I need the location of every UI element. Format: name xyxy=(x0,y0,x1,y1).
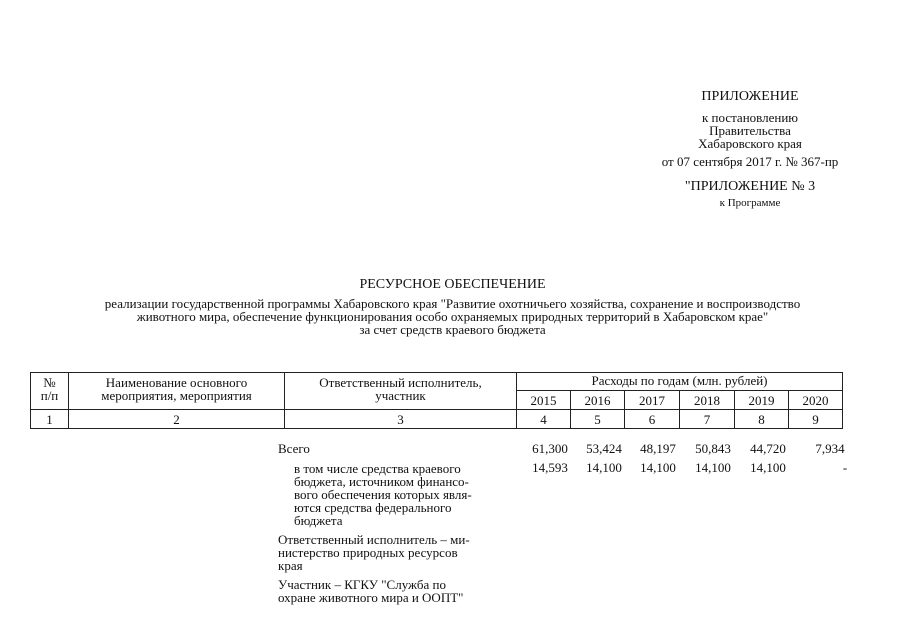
title-line-1: реализации государственной программы Хабаровского края "Развитие охотничьего хозяйства, сохранение и воспроизводство xyxy=(104,296,801,311)
year-header: 2020 xyxy=(789,391,843,410)
index-cell: 1 xyxy=(31,410,69,429)
col-years-header: Расходы по годам (млн. рублей) xyxy=(517,373,843,391)
regional-2015: 14,593 xyxy=(532,460,568,475)
regional-2016: 14,100 xyxy=(586,460,622,475)
appendix-heading: ПРИЛОЖЕНИЕ xyxy=(701,89,799,104)
index-cell: 9 xyxy=(789,410,843,429)
resource-table-header xyxy=(30,372,843,429)
participant-line-1: Участник – КГКУ "Служба по xyxy=(278,577,446,592)
regional-2018: 14,100 xyxy=(695,460,731,475)
total-2017: 48,197 xyxy=(640,441,676,456)
index-cell: 7 xyxy=(680,410,735,429)
year-header: 2019 xyxy=(735,391,789,410)
total-label: Всего xyxy=(278,441,310,456)
regional-2017: 14,100 xyxy=(640,460,676,475)
resolution-date: от 07 сентября 2017 г. № 367-пр xyxy=(661,154,839,169)
including-line-3: вого обеспечения которых явля- xyxy=(294,487,472,502)
year-header: 2018 xyxy=(680,391,735,410)
year-header: 2015 xyxy=(517,391,571,410)
total-2016: 53,424 xyxy=(586,441,622,456)
including-line-1: в том числе средства краевого xyxy=(294,461,461,476)
title-line-3: за счет средств краевого бюджета xyxy=(359,322,546,337)
col-number-header: № п/п xyxy=(31,373,69,410)
including-line-2: бюджета, источником финансо- xyxy=(294,474,469,489)
index-cell: 5 xyxy=(571,410,625,429)
index-cell: 2 xyxy=(69,410,285,429)
col-executor-header: Ответственный исполнитель, участник xyxy=(285,373,517,410)
total-2015: 61,300 xyxy=(532,441,568,456)
including-line-4: ются средства федерального xyxy=(294,500,452,515)
including-line-5: бюджета xyxy=(294,513,343,528)
region-text: Хабаровского края xyxy=(698,136,802,151)
regional-2019: 14,100 xyxy=(750,460,786,475)
to-resolution-text: к постановлению xyxy=(701,110,799,125)
index-cell: 6 xyxy=(625,410,680,429)
total-2019: 44,720 xyxy=(750,441,786,456)
year-header: 2017 xyxy=(625,391,680,410)
title-line-2: животного мира, обеспечение функционирования особо охраняемых природных территорий в Хабаровском крае" xyxy=(136,309,769,324)
total-2020: 7,934 xyxy=(815,441,845,456)
year-header: 2016 xyxy=(571,391,625,410)
index-cell: 3 xyxy=(285,410,517,429)
index-cell: 8 xyxy=(735,410,789,429)
appendix3-heading: "ПРИЛОЖЕНИЕ № 3 xyxy=(684,179,816,194)
responsible-line-2: нистерство природных ресурсов xyxy=(278,545,458,560)
to-program-text: к Программе xyxy=(719,197,781,209)
responsible-line-1: Ответственный исполнитель – ми- xyxy=(278,532,470,547)
index-cell: 4 xyxy=(517,410,571,429)
document-title: РЕСУРСНОЕ ОБЕСПЕЧЕНИЕ xyxy=(359,277,546,292)
total-2018: 50,843 xyxy=(695,441,731,456)
responsible-line-3: края xyxy=(278,558,303,573)
col-name-header: Наименование основного мероприятия, мероприятия xyxy=(69,373,285,410)
participant-line-2: охране животного мира и ООПТ" xyxy=(278,590,464,605)
government-text: Правительства xyxy=(709,123,791,138)
regional-2020: - xyxy=(842,460,848,475)
